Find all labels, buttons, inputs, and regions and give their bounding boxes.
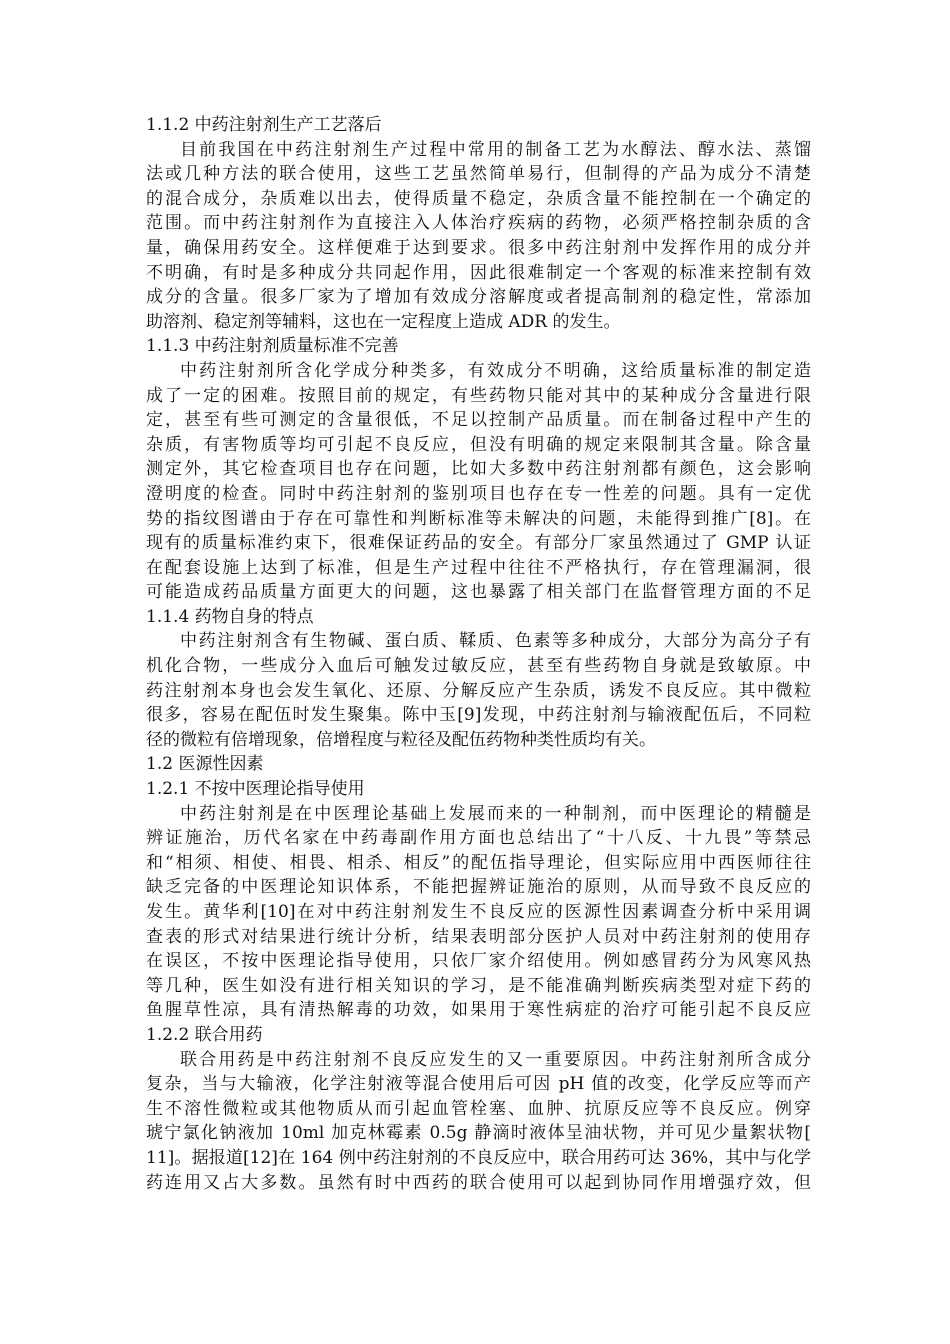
text-line: 辨证施治，历代名家在中药毒副作用方面也总结出了“十八反、十九畏”等禁忌 [146, 828, 811, 849]
text-line: 发生。黄华利[10]在对中药注射剂发生不良反应的医源性因素调查分析中采用调 [146, 902, 811, 922]
text-line: 目前我国在中药注射剂生产过程中常用的制备工艺为水醇法、醇水法、蒸馏 [180, 139, 811, 160]
text-line: 现有的质量标准约束下，很难保证药品的安全。有部分厂家虽然通过了 GMP 认证 [146, 533, 811, 554]
paragraph [146, 629, 811, 752]
section-heading: 1.1.2 中药注射剂生产工艺落后 [146, 115, 382, 135]
text-line: 势的指纹图谱由于存在可靠性和判断标准等未解决的问题，未能得到推广[8]。在 [146, 508, 811, 529]
text-line: 径的微粒有倍增现象，倍增程度与粒径及配伍药物种类性质均有关。 [146, 729, 656, 750]
section-heading: 1.2.2 联合用药 [146, 1024, 263, 1045]
text-line: 不明确，有时是多种成分共同起作用，因此很难制定一个客观的标准来控制有效 [146, 262, 811, 283]
text-line: 缺乏完备的中医理论知识体系，不能把握辨证施治的原则，从而导致不良反应的 [146, 877, 811, 898]
text-line: 成了一定的困难。按照目前的规定，有些药物只能对其中的某种成分含量进行限 [146, 385, 811, 406]
section-heading: 1.2.1 不按中医理论指导使用 [146, 779, 365, 800]
text-line: 中药注射剂所含化学成分种类多，有效成分不明确，这给质量标准的制定造 [180, 360, 811, 381]
document-body [146, 113, 811, 1195]
text-line: 查表的形式对结果进行统计分析，结果表明部分医护人员对中药注射剂的使用存 [146, 926, 811, 947]
text-line: 复杂，当与大输液，化学注射液等混合使用后可因 pH 值的改变，化学反应等而产 [146, 1074, 811, 1095]
text-line: 范围。而中药注射剂作为直接注入人体治疗疾病的药物，必须严格控制杂质的含 [146, 213, 811, 234]
text-line: 在配套设施上达到了标准，但是生产过程中往往不严格执行，存在管理漏洞，很 [146, 557, 811, 578]
text-line: 琥宁氯化钠液加 10ml 加克林霉素 0.5g 静滴时液体呈油状物，并可见少量絮状物[ [146, 1123, 811, 1144]
text-line: 助溶剂、稳定剂等辅料，这也在一定程度上造成 ADR 的发生。 [146, 311, 621, 332]
paragraph [146, 1048, 811, 1196]
text-line: 可能造成药品质量方面更大的问题，这也暴露了相关部门在监督管理方面的不足 [146, 582, 811, 603]
text-line: 中药注射剂含有生物碱、蛋白质、鞣质、色素等多种成分，大部分为高分子有 [180, 631, 811, 652]
text-line: 测定外，其它检查项目也存在问题，比如大多数中药注射剂都有颜色，这会影响 [146, 459, 811, 480]
paragraph [146, 138, 811, 335]
text-line: 机化合物，一些成分入血后可触发过敏反应，甚至有些药物自身就是致敏原。中 [146, 656, 811, 677]
text-line: 澄明度的检查。同时中药注射剂的鉴别项目也存在专一性差的问题。具有一定优 [146, 483, 811, 504]
text-line: 生不溶性微粒或其他物质从而引起血管栓塞、血肿、抗原反应等不良反应。例穿 [146, 1098, 811, 1119]
text-line: 药连用又占大多数。虽然有时中西药的联合使用可以起到协同作用增强疗效，但 [146, 1172, 811, 1193]
text-line: 量，确保用药安全。这样便难于达到要求。很多中药注射剂中发挥作用的成分并 [146, 237, 811, 258]
text-line: 成分的含量。很多厂家为了增加有效成分溶解度或者提高制剂的稳定性，常添加 [146, 287, 811, 308]
text-line: 中药注射剂是在中医理论基础上发展而来的一种制剂，而中医理论的精髓是 [180, 803, 811, 824]
text-line: 联合用药是中药注射剂不良反应发生的又一重要原因。中药注射剂所含成分 [180, 1049, 811, 1070]
paragraph [146, 359, 811, 605]
section-heading: 1.2 医源性因素 [146, 754, 264, 775]
text-line: 很多，容易在配伍时发生聚集。陈中玉[9]发现，中药注射剂与输液配伍后，不同粒 [146, 705, 811, 726]
text-line: 和“相须、相使、相畏、相杀、相反”的配伍指导理论，但实际应用中西医师往往 [146, 852, 811, 873]
text-line: 药注射剂本身也会发生氧化、还原、分解反应产生杂质，诱发不良反应。其中微粒 [146, 680, 811, 701]
section-heading: 1.1.4 药物自身的特点 [146, 606, 314, 627]
text-line: 定，甚至有些可测定的含量很低，不足以控制产品质量。而在制备过程中产生的 [146, 410, 811, 431]
text-line: 等几种，医生如没有进行相关知识的学习，是不能准确判断疾病类型对症下药的 [146, 975, 811, 996]
text-line: 的混合成分，杂质难以出去，使得质量不稳定，杂质含量不能控制在一个确定的 [146, 188, 811, 209]
text-line: 11]。据报道[12]在 164 例中药注射剂的不良反应中，联合用药可达 36%，其中与化学 [146, 1147, 811, 1168]
text-line: 鱼腥草性凉，具有清热解毒的功效，如果用于寒性病症的治疗可能引起不良反应 [146, 1000, 811, 1021]
text-line: 杂质，有害物质等均可引起不良反应，但没有明确的规定来限制其含量。除含量 [146, 434, 811, 455]
text-line: 法或几种方法的联合使用，这些工艺虽然简单易行，但制得的产品为成分不清楚 [146, 164, 811, 185]
section-heading: 1.1.3 中药注射剂质量标准不完善 [146, 336, 399, 357]
paragraph [146, 802, 811, 1023]
text-line: 在误区，不按中医理论指导使用，只依厂家介绍使用。例如感冒药分为风寒风热 [146, 951, 811, 972]
